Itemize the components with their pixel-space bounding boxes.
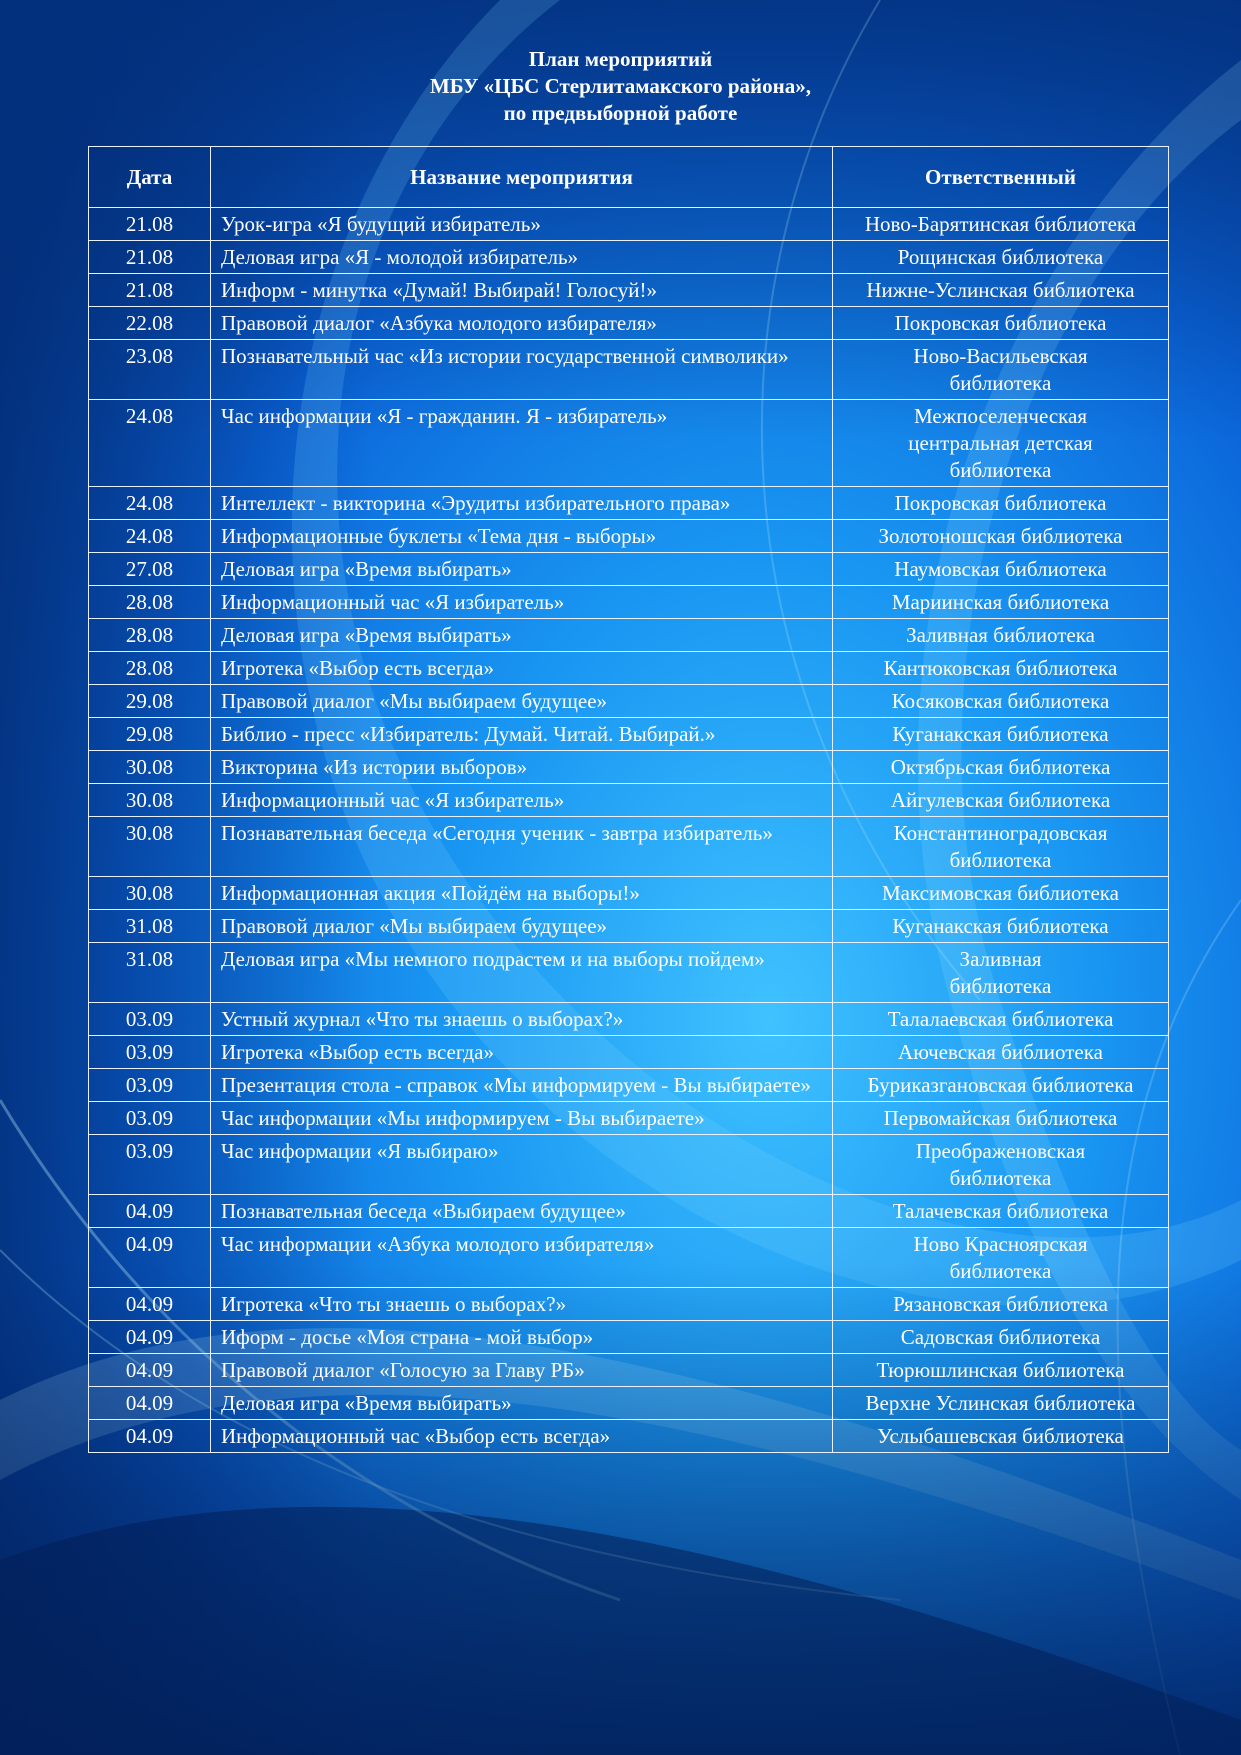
- table-row: [89, 943, 1169, 1003]
- responsible-line: Аючевская библиотека: [898, 1040, 1103, 1064]
- event-responsible: [833, 340, 1169, 400]
- header-responsible: Ответственный: [833, 147, 1169, 208]
- event-name: Интеллект - викторина «Эрудиты избирательного права»: [211, 487, 833, 520]
- responsible-line: Первомайская библиотека: [883, 1106, 1118, 1130]
- responsible-line: Айгулевская библиотека: [890, 788, 1111, 812]
- event-date: 04.09: [89, 1420, 211, 1453]
- event-responsible: [833, 487, 1169, 520]
- event-responsible: [833, 1003, 1169, 1036]
- table-row: [89, 487, 1169, 520]
- responsible-line: Мариинская библиотека: [891, 590, 1110, 614]
- event-date: 28.08: [89, 586, 211, 619]
- event-date: 28.08: [89, 652, 211, 685]
- event-name: Правовой диалог «Мы выбираем будущее»: [211, 685, 833, 718]
- event-date: 31.08: [89, 910, 211, 943]
- table-row: [89, 652, 1169, 685]
- event-responsible: [833, 1321, 1169, 1354]
- responsible-line: центральная детская: [908, 431, 1093, 455]
- table-row: [89, 751, 1169, 784]
- event-name: Познавательная беседа «Выбираем будущее»: [211, 1195, 833, 1228]
- event-date: 22.08: [89, 307, 211, 340]
- event-responsible: [833, 943, 1169, 1003]
- responsible-line: Талалаевская библиотека: [887, 1007, 1114, 1031]
- table-row: [89, 685, 1169, 718]
- table-row: [89, 910, 1169, 943]
- table-row: [89, 784, 1169, 817]
- responsible-line: Тюрюшлинская библиотека: [876, 1358, 1125, 1382]
- title-line-2: МБУ «ЦБС Стерлитамакского района»,: [429, 74, 812, 98]
- responsible-line: Заливная: [959, 947, 1042, 971]
- event-name: Час информации «Я выбираю»: [211, 1135, 833, 1195]
- event-name: Игротека «Выбор есть всегда»: [211, 1036, 833, 1069]
- table-row: [89, 1135, 1169, 1195]
- event-date: 29.08: [89, 685, 211, 718]
- event-responsible: [833, 1387, 1169, 1420]
- table-row: [89, 1102, 1169, 1135]
- responsible-line: Наумовская библиотека: [894, 557, 1107, 581]
- responsible-line: Буриказгановская библиотека: [867, 1073, 1134, 1097]
- responsible-line: библиотека: [949, 974, 1052, 998]
- event-responsible: [833, 1420, 1169, 1453]
- event-responsible: [833, 784, 1169, 817]
- event-date: 03.09: [89, 1069, 211, 1102]
- event-responsible: [833, 586, 1169, 619]
- event-date: 31.08: [89, 943, 211, 1003]
- event-name: Правовой диалог «Азбука молодого избирателя»: [211, 307, 833, 340]
- event-name: Час информации «Я - гражданин. Я - избиратель»: [211, 400, 833, 487]
- event-responsible: [833, 751, 1169, 784]
- event-name: Познавательный час «Из истории государственной символики»: [211, 340, 833, 400]
- event-responsible: [833, 520, 1169, 553]
- event-responsible: [833, 1069, 1169, 1102]
- event-name: Правовой диалог «Голосую за Главу РБ»: [211, 1354, 833, 1387]
- event-date: 24.08: [89, 400, 211, 487]
- table-row: [89, 1354, 1169, 1387]
- table-row: [89, 208, 1169, 241]
- event-date: 03.09: [89, 1036, 211, 1069]
- responsible-line: Константиноградовская: [893, 821, 1108, 845]
- event-responsible: [833, 1228, 1169, 1288]
- event-name: Информ - минутка «Думай! Выбирай! Голосуй!»: [211, 274, 833, 307]
- event-date: 04.09: [89, 1387, 211, 1420]
- event-name: Информационная акция «Пойдём на выборы!»: [211, 877, 833, 910]
- responsible-line: Кантюковская библиотека: [883, 656, 1118, 680]
- responsible-line: Нижне-Услинская библиотека: [866, 278, 1135, 302]
- responsible-line: библиотека: [949, 371, 1052, 395]
- event-responsible: [833, 274, 1169, 307]
- event-name: Час информации «Мы информируем - Вы выбираете»: [211, 1102, 833, 1135]
- events-table: [88, 146, 1169, 1453]
- event-responsible: [833, 1195, 1169, 1228]
- event-responsible: [833, 718, 1169, 751]
- table-row: [89, 1228, 1169, 1288]
- table-row: [89, 586, 1169, 619]
- table-row: [89, 1195, 1169, 1228]
- table-row: [89, 817, 1169, 877]
- table-body: [89, 208, 1169, 1453]
- responsible-line: Талачевская библиотека: [892, 1199, 1109, 1223]
- responsible-line: Покровская библиотека: [894, 311, 1107, 335]
- responsible-line: Заливная библиотека: [906, 623, 1095, 647]
- event-date: 30.08: [89, 751, 211, 784]
- event-date: 04.09: [89, 1354, 211, 1387]
- event-responsible: [833, 1354, 1169, 1387]
- event-name: Презентация стола - справок «Мы информируем - Вы выбираете»: [211, 1069, 833, 1102]
- event-name: Информационный час «Я избиратель»: [211, 784, 833, 817]
- event-date: 28.08: [89, 619, 211, 652]
- event-date: 04.09: [89, 1288, 211, 1321]
- event-name: Иформ - досье «Моя страна - мой выбор»: [211, 1321, 833, 1354]
- table-row: [89, 877, 1169, 910]
- event-date: 03.09: [89, 1102, 211, 1135]
- event-name: Игротека «Что ты знаешь о выборах?»: [211, 1288, 833, 1321]
- event-name: Викторина «Из истории выборов»: [211, 751, 833, 784]
- table-row: [89, 1069, 1169, 1102]
- event-date: 04.09: [89, 1321, 211, 1354]
- event-responsible: [833, 1135, 1169, 1195]
- event-date: 21.08: [89, 241, 211, 274]
- event-date: 21.08: [89, 274, 211, 307]
- table-row: [89, 1036, 1169, 1069]
- event-name: Библио - пресс «Избиратель: Думай. Читай. Выбирай.»: [211, 718, 833, 751]
- table-row: [89, 1387, 1169, 1420]
- event-name: Деловая игра «Я - молодой избиратель»: [211, 241, 833, 274]
- title-line-3: по предвыборной работе: [503, 101, 738, 125]
- table-row: [89, 400, 1169, 487]
- table-row: [89, 241, 1169, 274]
- event-responsible: [833, 877, 1169, 910]
- event-name: Игротека «Выбор есть всегда»: [211, 652, 833, 685]
- event-date: 30.08: [89, 784, 211, 817]
- event-responsible: [833, 817, 1169, 877]
- responsible-line: Максимовская библиотека: [882, 881, 1119, 905]
- responsible-line: Ново-Васильевская: [913, 344, 1088, 368]
- event-date: 27.08: [89, 553, 211, 586]
- event-responsible: [833, 1102, 1169, 1135]
- document-title: [0, 46, 1241, 127]
- event-date: 30.08: [89, 817, 211, 877]
- responsible-line: Куганакская библиотека: [892, 722, 1109, 746]
- event-name: Познавательная беседа «Сегодня ученик - завтра избиратель»: [211, 817, 833, 877]
- event-name: Деловая игра «Время выбирать»: [211, 619, 833, 652]
- table-row: [89, 274, 1169, 307]
- table-row: [89, 553, 1169, 586]
- event-name: Деловая игра «Мы немного подрастем и на выборы пойдем»: [211, 943, 833, 1003]
- responsible-line: библиотека: [949, 1259, 1052, 1283]
- table-row: [89, 1321, 1169, 1354]
- event-date: 04.09: [89, 1228, 211, 1288]
- event-date: 23.08: [89, 340, 211, 400]
- event-name: Устный журнал «Что ты знаешь о выборах?»: [211, 1003, 833, 1036]
- event-name: Информационный час «Я избиратель»: [211, 586, 833, 619]
- responsible-line: Золотоношская библиотека: [878, 524, 1123, 548]
- title-line-1: План мероприятий: [528, 47, 713, 71]
- table-row: [89, 619, 1169, 652]
- header-date: Дата: [89, 147, 211, 208]
- table-row: [89, 718, 1169, 751]
- event-date: 24.08: [89, 487, 211, 520]
- responsible-line: Ново Красноярская: [913, 1232, 1088, 1256]
- responsible-line: Покровская библиотека: [894, 491, 1107, 515]
- responsible-line: Услыбашевская библиотека: [877, 1424, 1124, 1448]
- table-row: [89, 520, 1169, 553]
- event-date: 24.08: [89, 520, 211, 553]
- event-date: 04.09: [89, 1195, 211, 1228]
- responsible-line: Садовская библиотека: [900, 1325, 1101, 1349]
- event-responsible: [833, 685, 1169, 718]
- event-date: 29.08: [89, 718, 211, 751]
- event-name: Информационные буклеты «Тема дня - выборы»: [211, 520, 833, 553]
- responsible-line: Ново-Барятинская библиотека: [864, 212, 1137, 236]
- responsible-line: библиотека: [949, 848, 1052, 872]
- event-name: Правовой диалог «Мы выбираем будущее»: [211, 910, 833, 943]
- event-responsible: [833, 619, 1169, 652]
- event-name: Час информации «Азбука молодого избирателя»: [211, 1228, 833, 1288]
- responsible-line: Рощинская библиотека: [897, 245, 1104, 269]
- responsible-line: Куганакская библиотека: [892, 914, 1109, 938]
- event-responsible: [833, 307, 1169, 340]
- event-name: Деловая игра «Время выбирать»: [211, 1387, 833, 1420]
- event-responsible: [833, 400, 1169, 487]
- responsible-line: библиотека: [949, 1166, 1052, 1190]
- event-name: Информационный час «Выбор есть всегда»: [211, 1420, 833, 1453]
- table-row: [89, 307, 1169, 340]
- event-responsible: [833, 208, 1169, 241]
- responsible-line: Межпоселенческая: [913, 404, 1087, 428]
- event-responsible: [833, 652, 1169, 685]
- table-header-row: [89, 147, 1169, 208]
- event-name: Урок-игра «Я будущий избиратель»: [211, 208, 833, 241]
- responsible-line: библиотека: [949, 458, 1052, 482]
- event-date: 21.08: [89, 208, 211, 241]
- event-date: 03.09: [89, 1135, 211, 1195]
- table-row: [89, 340, 1169, 400]
- responsible-line: Преображеновская: [915, 1139, 1086, 1163]
- event-date: 03.09: [89, 1003, 211, 1036]
- event-responsible: [833, 910, 1169, 943]
- table-row: [89, 1003, 1169, 1036]
- event-date: 30.08: [89, 877, 211, 910]
- event-responsible: [833, 241, 1169, 274]
- header-event-name: Название мероприятия: [211, 147, 833, 208]
- event-responsible: [833, 1036, 1169, 1069]
- table-row: [89, 1420, 1169, 1453]
- responsible-line: Рязановская библиотека: [893, 1292, 1108, 1316]
- responsible-line: Октябрьская библиотека: [890, 755, 1111, 779]
- event-responsible: [833, 553, 1169, 586]
- event-responsible: [833, 1288, 1169, 1321]
- event-name: Деловая игра «Время выбирать»: [211, 553, 833, 586]
- responsible-line: Верхне Услинская библиотека: [865, 1391, 1136, 1415]
- responsible-line: Косяковская библиотека: [891, 689, 1110, 713]
- table-row: [89, 1288, 1169, 1321]
